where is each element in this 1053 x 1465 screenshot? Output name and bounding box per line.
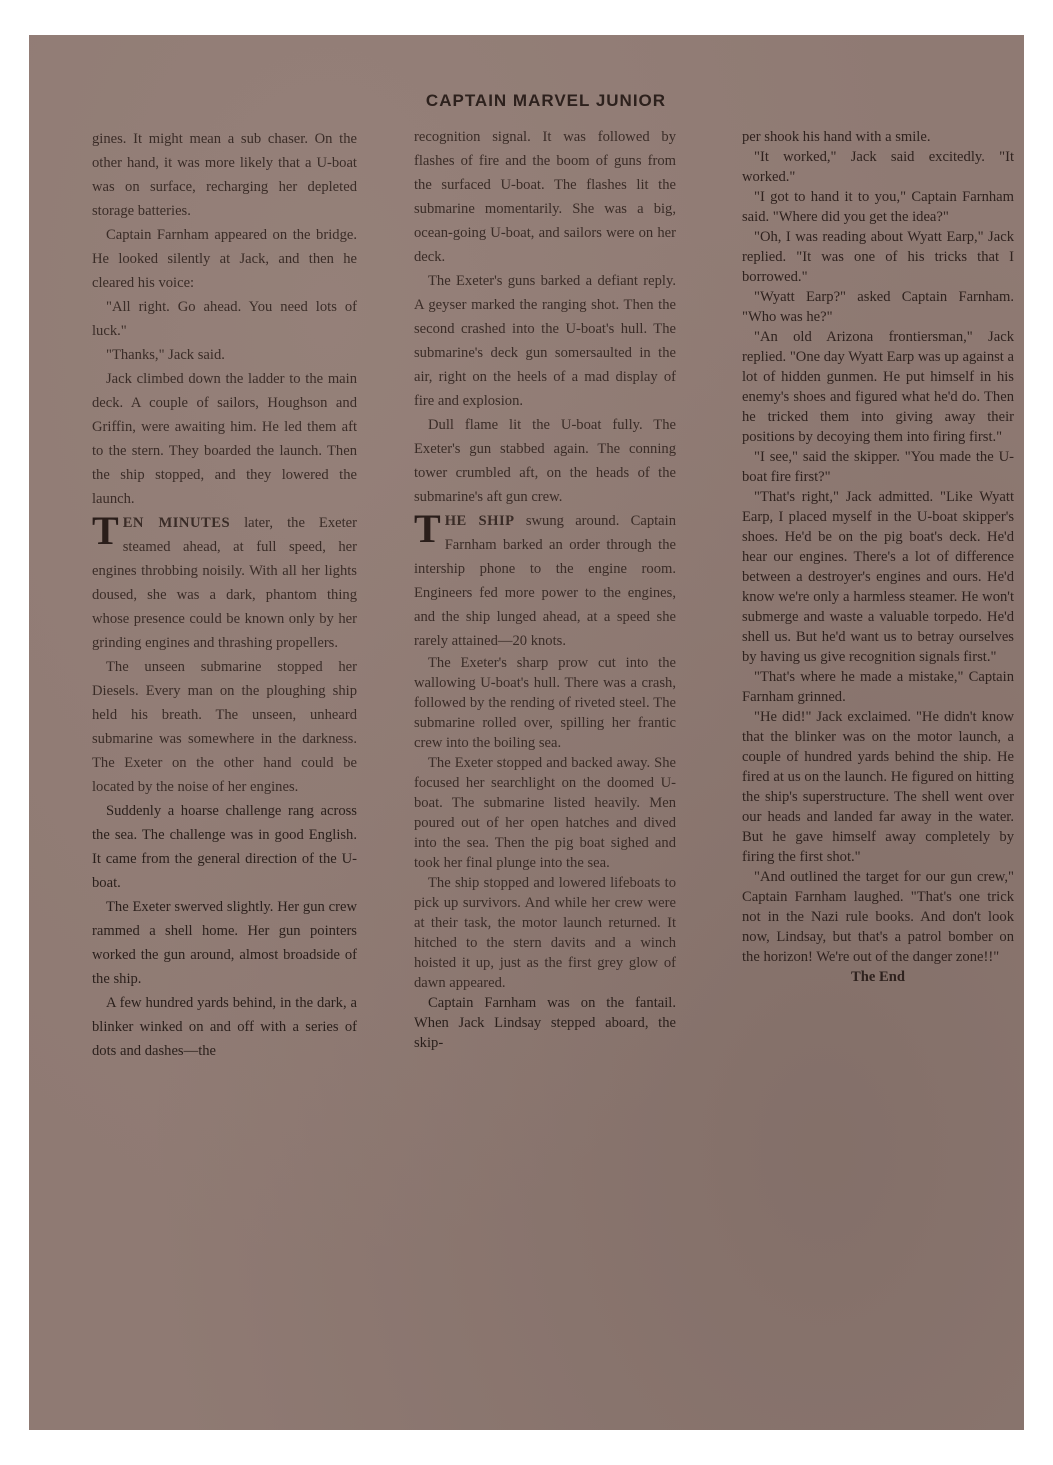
paragraph: The Exeter swerved slightly. Her gun crew rammed a shell home. Her gun pointers worked the gun around, almost broadside of the ship. [92,899,357,987]
column-3 [742,127,1014,987]
paragraph: The ship stopped and lowered lifeboats to pick up survivors. And while her crew were at their task, the motor launch returned. It hitched to the stern davits and a winch hoisted it up, just as the first grey glow of dawn appeared. [414,875,676,991]
paragraph: "That's right," Jack admitted. "Like Wyatt Earp, I placed myself in the U-boat skipper's shoes. He'd be on the pig boat's deck. He'd hear our engines. There's a lot of difference between a destroyer's engines and ours. He'd know we're only a harmless steamer. He won't submerge and waste a valuable torpedo. He'd shell us. But he'd want us to betray ourselves by having us give recognition signals first." [742,489,1014,665]
column-1 [92,127,357,1063]
paragraph: Captain Farnham was on the fantail. When Jack Lindsay stepped aboard, the skip- [414,995,676,1051]
drop-cap: T [92,508,119,553]
paragraph: gines. It might mean a sub chaser. On the other hand, it was more likely that a U-boat was on surface, recharging her depleted storage batteries. [92,131,357,219]
paragraph: Jack climbed down the ladder to the main deck. A couple of sailors, Houghson and Griffin, were awaiting him. He led them aft to the stern. They boarded the launch. Then the ship stopped, and they lowered the launch. [92,371,357,507]
paragraph: per shook his hand with a smile. [742,129,931,145]
section-start [414,506,677,653]
paragraph: "All right. Go ahead. You need lots of luck." [92,299,357,339]
section-lead: EN MINUTES [122,515,231,531]
paragraph: "Thanks," Jack said. [106,347,225,363]
paragraph: recognition signal. It was followed by flashes of fire and the boom of guns from the surfaced U-boat. The flashes lit the submarine momentarily. She was a big, ocean-going U-boat, and sailors were on her deck. [414,129,676,265]
paragraph: The Exeter's guns barked a defiant reply. A geyser marked the ranging shot. Then the second crashed into the U-boat's hull. The submarine's deck gun somersaulted in the air, right on the heels of a mad display of fire and explosion. [414,273,676,409]
paragraph: "I got to hand it to you," Captain Farnham said. "Where did you get the idea?" [742,189,1014,225]
magazine-page [29,35,1024,1430]
section-start [92,508,358,655]
paragraph: A few hundred yards behind, in the dark, a blinker winked on and off with a series of dots and dashes—the [92,995,357,1059]
paragraph: "He did!" Jack exclaimed. "He didn't know that the blinker was on the motor launch, a couple of hundred yards behind the ship. He fired at us on the launch. He figured on hitting the ship's superstructure. The shell went over our heads and landed far away in the water. But he gave himself away completely by firing the first shot." [742,709,1014,865]
paragraph: "An old Arizona frontiersman," Jack replied. "One day Wyatt Earp was up against a lot of hidden gunmen. He put himself in his enemy's shoes and figured what he'd do. Then he tricked them into giving away their positions by decoying them into firing first." [742,329,1014,445]
section-text: later, the Exeter steamed ahead, at full speed, her engines throbbing noisily. With all her lights doused, she was a dark, phantom thing whose presence could be known only by her grinding engines and thrashing propellers. [92,515,358,651]
paragraph: "And outlined the target for our gun crew," Captain Farnham laughed. "That's one trick not in the Nazi rule books. And don't look now, Lindsay, but that's a patrol bomber on the horizon! We're out of the danger zone!!" [742,869,1014,965]
story-end: The End [851,969,905,985]
paragraph: "Wyatt Earp?" asked Captain Farnham. "Who was he?" [742,289,1014,325]
paragraph: Suddenly a hoarse challenge rang across the sea. The challenge was in good English. It came from the general direction of the U-boat. [92,803,357,891]
paragraph: The Exeter stopped and backed away. She focused her searchlight on the doomed U-boat. The submarine listed heavily. Men poured out of her open hatches and dived into the sea. Then the pig boat sighed and took her final plunge into the sea. [414,755,676,871]
drop-cap: T [414,506,441,551]
paragraph: The Exeter's sharp prow cut into the wallowing U-boat's hull. There was a crash, followed by the rending of riveted steel. The submarine rolled over, spilling her frantic crew into the boiling sea. [414,655,676,751]
paragraph: "I see," said the skipper. "You made the U-boat fire first?" [742,449,1014,485]
paragraph: The unseen submarine stopped her Diesels. Every man on the ploughing ship held his breath. The unseen, unheard submarine was somewhere in the darkness. The Exeter on the other hand could be located by the noise of her engines. [92,659,357,795]
column-2 [414,125,676,1053]
paragraph: Captain Farnham appeared on the bridge. He looked silently at Jack, and then he cleared his voice: [92,227,357,291]
page-header: CAPTAIN MARVEL JUNIOR [425,91,667,110]
section-lead: HE SHIP [444,513,515,529]
section-text: swung around. Captain Farnham barked an order through the intership phone to the engine room. Engineers fed more power to the engines, and the ship lunged ahead, at a speed she rarely attained—20 knots. [414,513,677,649]
paragraph: "It worked," Jack said excitedly. "It worked." [742,149,1014,185]
paragraph: Dull flame lit the U-boat fully. The Exeter's gun stabbed again. The conning tower crumbled aft, on the heads of the submarine's aft gun crew. [414,417,676,505]
paragraph: "That's where he made a mistake," Captain Farnham grinned. [742,669,1014,705]
paragraph: "Oh, I was reading about Wyatt Earp," Jack replied. "It was one of his tricks that I borrowed." [742,229,1014,285]
